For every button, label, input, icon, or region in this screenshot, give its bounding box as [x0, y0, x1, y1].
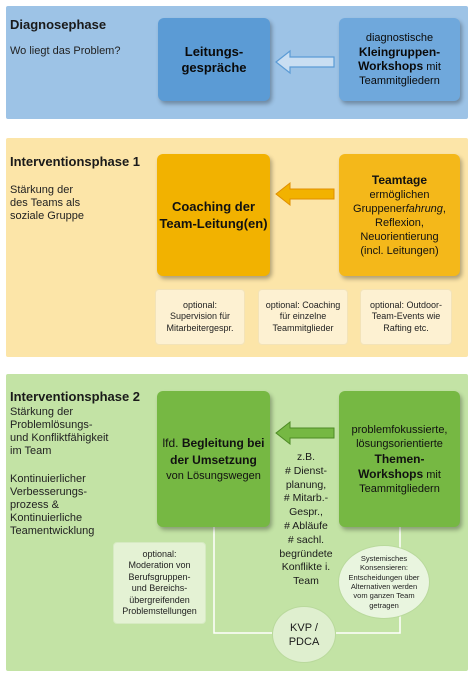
teamtage-line-2b: fahrung	[405, 203, 443, 215]
konsens-line-4: Alternativen werden	[350, 582, 418, 591]
option-coaching-line-3: Teammitglieder	[272, 322, 334, 333]
intervention-2-subtitle-2-line-1: Kontinuierlicher	[10, 473, 86, 485]
intervention-2-subtitle-1-line-1: Stärkung der	[10, 406, 73, 418]
diagnose-phase-title: Diagnosephase	[10, 17, 107, 32]
option-moderation	[113, 542, 206, 624]
arrow-left-icon	[274, 419, 338, 447]
kvp-pdca-circle	[272, 606, 336, 663]
option-supervision-line-2: Supervision für	[169, 311, 231, 322]
examples-line-3: planung,	[285, 478, 327, 491]
intervention-2-subtitle-2-line-5: Teamentwicklung	[10, 525, 95, 537]
kleingruppen-line-1: diagnostische	[365, 32, 434, 44]
intervention-1-subtitle-line-3: soziale Gruppe	[10, 210, 84, 222]
examples-line-10: Team	[293, 575, 319, 588]
begleitung-prefix: lfd.	[162, 435, 182, 450]
option-moderation-line-4: und Bereichs-	[131, 583, 188, 593]
leitungsgespraeche-line-2: gespräche	[181, 59, 247, 75]
kleingruppen-line-4: Teammitgliedern	[359, 75, 440, 87]
intervention-2-subtitle-1-line-3: und Konfliktfähigkeit	[10, 432, 109, 444]
teamtage-line-4: Neuorientierung	[360, 231, 439, 243]
intervention-2-subtitle-2-line-4: Kontinuierliche	[10, 512, 83, 524]
themen-line-2: lösungsorientierte	[356, 437, 443, 450]
examples-line-1: z.B.	[296, 451, 316, 463]
begleitung-line-3: von Lösungswegen	[166, 469, 261, 482]
intervention-1-title: Interventionsphase 1	[10, 154, 141, 169]
konsens-line-3: Entscheidungen über	[348, 572, 420, 582]
option-coaching-line-1: optional: Coaching	[265, 299, 341, 310]
themen-line-1: problemfokussierte,	[351, 423, 448, 436]
examples-list	[270, 451, 342, 589]
coaching-line-1: Coaching der	[171, 199, 256, 214]
konsens-line-2: Konsensieren:	[360, 563, 408, 573]
option-moderation-line-1: optional:	[142, 548, 177, 559]
option-supervision-line-3: Mitarbeitergespr.	[166, 322, 234, 333]
themen-line-4-rest: mit	[423, 468, 441, 481]
konsens-line-6: getragen	[369, 600, 399, 610]
examples-line-9: Konflikte i.	[281, 561, 331, 574]
intervention-1-subtitle-line-1: Stärkung der	[10, 184, 73, 196]
teamtage-line-1: ermöglichen	[369, 189, 430, 201]
intervention-2-subtitle-1-line-4: im Team	[10, 445, 52, 457]
option-outdoor-line-2: Team-Events wie	[371, 311, 441, 322]
option-moderation-line-5: übergreifenden	[129, 594, 190, 605]
option-moderation-line-2: Moderation von	[128, 560, 191, 570]
leitungsgespraeche-line-1: Leitungs-	[184, 43, 244, 59]
intervention-2-subtitle-1-line-2: Problemlösungs-	[10, 419, 93, 431]
examples-line-2: # Dienst-	[284, 464, 327, 477]
option-moderation-line-6: Problemstellungen	[122, 606, 197, 616]
option-outdoor-line-1: optional: Outdoor-	[369, 299, 443, 310]
kleingruppen-line-3-rest: mit	[423, 61, 441, 73]
konsens-line-5: vom ganzen Team	[353, 591, 415, 601]
intervention-2-title: Interventionsphase 2	[10, 389, 141, 404]
intervention-2-subtitle-2-line-2: Verbesserungs-	[10, 486, 88, 498]
examples-line-6: # Abläufe	[284, 519, 328, 532]
option-coaching-line-2: für einzelne	[279, 311, 327, 322]
option-moderation-line-3: Berufsgruppen-	[128, 571, 191, 582]
themen-workshops-box	[339, 391, 460, 527]
begleitung-line-1: Begleitung bei	[181, 435, 265, 450]
teamtage-line-5: (incl. Leitungen)	[360, 245, 439, 257]
option-supervision-line-1: optional:	[182, 299, 218, 310]
diagnose-phase-subtitle: Wo liegt das Problem?	[10, 45, 121, 57]
kvp-line-1: KVP /	[290, 621, 318, 634]
examples-line-5: Gespr.,	[289, 506, 323, 519]
examples-line-8: begründete	[279, 547, 333, 560]
teamtage-line-3: Reflexion,	[375, 217, 424, 229]
examples-line-7: # sachl.	[287, 533, 325, 546]
kleingruppen-line-3-bold: Workshops	[358, 59, 424, 73]
teamtage-line-2a: Gruppener	[353, 203, 406, 215]
konsensieren-ellipse	[338, 545, 430, 619]
begleitung-line-2: der Umsetzung	[170, 452, 257, 467]
themen-line-3: Themen-	[374, 451, 425, 466]
kleingruppen-line-2: Kleingruppen-	[358, 45, 441, 59]
coaching-line-2: Team-Leitung(en)	[159, 216, 268, 231]
intervention-1-subtitle-line-2: des Teams als	[10, 197, 81, 209]
teamtage-line-2c: ,	[442, 203, 446, 215]
examples-line-4: # Mitarb.-	[283, 492, 329, 505]
konsens-line-1: Systemisches	[360, 553, 408, 563]
intervention-2-subtitle-2-line-3: prozess &	[10, 499, 59, 511]
kvp-line-2: PDCA	[288, 635, 320, 648]
option-outdoor-line-3: Rafting etc.	[383, 322, 429, 333]
themen-line-4-bold: Workshops	[358, 466, 424, 481]
themen-line-5: Teammitgliedern	[359, 482, 440, 495]
teamtage-title: Teamtage	[371, 173, 428, 187]
begleitung-umsetzung-box	[157, 391, 270, 527]
